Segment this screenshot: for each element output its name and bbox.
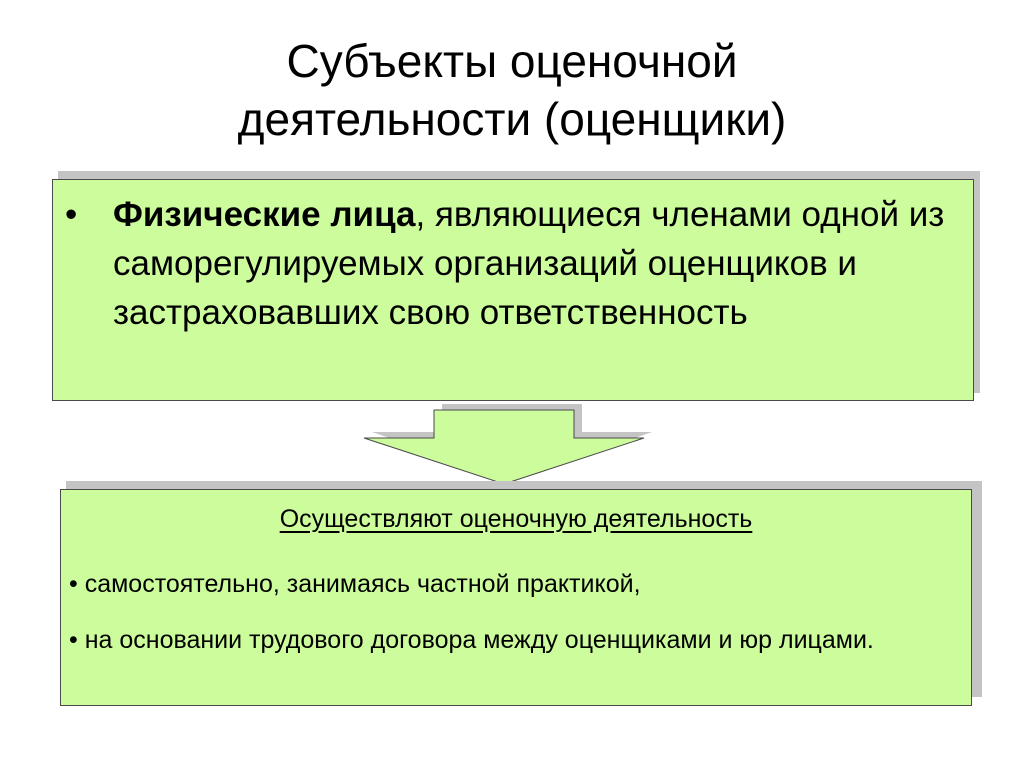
definition-bold-term: Физические лица <box>113 195 416 234</box>
slide-title-line-2: деятельности (оценщики) <box>237 93 787 145</box>
definition-text <box>113 190 955 337</box>
down-arrow-shape <box>364 410 644 484</box>
activity-item-independent: • самостоятельно, занимаясь частной практикой, <box>69 570 641 598</box>
slide-title <box>0 32 1024 148</box>
individuals-definition-box <box>52 179 974 401</box>
bullet-marker: • <box>65 195 78 234</box>
activity-item-employment: • на основании трудового договора между оценщиками и юр лицами. <box>69 626 874 654</box>
definition-bullet-row <box>65 190 955 337</box>
activity-heading: Осуществляют оценочную деятельность <box>279 505 753 533</box>
definition-rest: , являющиеся членами одной из саморегулируемых организаций оценщиков и застраховавших свою ответственность <box>113 195 945 332</box>
down-arrow-icon <box>360 400 660 485</box>
slide-title-line-1: Субъекты оценочной <box>286 35 738 87</box>
